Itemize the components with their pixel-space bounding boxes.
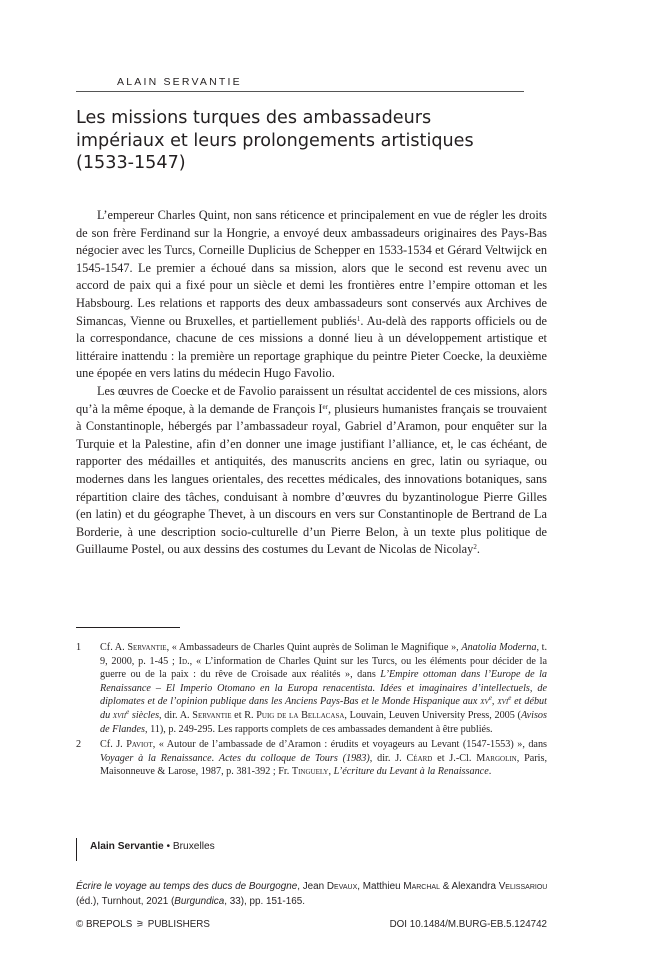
author-name: Paviot [126,739,153,751]
century-numeral: xv [480,696,489,708]
footnote-rule [76,627,180,628]
text-run: , dir. A. [159,709,193,721]
publisher-imprint [76,919,210,930]
text-run: , « Autour de l’ambassade de d’Aramon : érudits et voyageurs au Levant (1547-1553) », dans [152,739,548,751]
book-title: L’écriture du Levant à la Renaissance [333,766,489,778]
brepols-logo-icon: ⚞ [135,919,145,929]
text-run: ., « L’information de Charles Quint sur les Turcs, ou les éléments pour décider de la guerre ou de la paix : du rêve de Croisade aux réalités », dans [100,655,547,681]
text-run: Cf. J. [100,739,127,751]
superscript: e [126,707,130,716]
text-run: , Jean [297,881,327,892]
footnote-1 [76,641,547,736]
text-run: . [476,542,480,557]
title-line: (1533-1547) [76,153,186,173]
title-line: impériaux et leurs prolongements artistiques [76,130,474,151]
text-run: et début du [100,696,547,721]
paragraph-2 [76,383,547,559]
century-numeral: xvii [112,709,127,721]
footnote-number: 1 [76,642,82,653]
body-text [76,207,547,559]
text-run: , 11), p. 249-295. Les rapports complets de ces ambassades demandent à être publiés. [144,723,493,735]
text-run: , t. 9, 2000, p. 1-45 ; [100,642,548,667]
text-run: siècles [129,709,160,721]
book-citation [76,880,551,909]
author-name: Servantie [127,642,167,653]
series-title: Burgundica [174,895,225,907]
footnote-ref-2[interactable]: 2 [473,543,477,552]
text-run: . Au-delà des rapports officiels ou de la correspondance, chacune de ces missions a donné lieu à un développement artistique et littéraire inattendu : la première un reportage graphique du peintre Pieter Coecke, la deuxième une épopée en vers latins du médecin Hugo Favolio. [76,313,547,381]
header-rule [76,91,524,92]
doi-link[interactable]: DOI 10.1484/M.BURG-EB.5.124742 [389,919,547,930]
century-numeral: xvi [497,696,509,708]
text-run: et J.-Cl. [432,752,477,764]
author-name: Alain Servantie [90,841,164,852]
footnotes [76,641,547,781]
editor-name: Devaux [326,881,358,892]
book-title: Écrire le voyage au temps des ducs de Bourgogne [76,881,298,892]
affiliation-bar [76,838,77,861]
text-run: , plusieurs humanistes français se trouvaient à Constantinople, hébergés par l’ambassadeur royal, Gabriel d’Aramon, pour enquêter sur la Turquie et la Palestine, afin d’en donner une image justifiant l’alliance, et, le cas échéant, de rapporter des médailles et antiquités, des manuscrits anciens en grec, latin ou syriaque, ou modernes dans les langues orientales, des recettes médicales, des innovations botaniques, sans répartition claire des tâches, conduisant à nombre d’œuvres du byzantinologue Pierre Gilles (en latin) et du géographe Thevet, à un discours en vers sur Constantinople de Bertrand de La Borderie, à une description socio-culturelle d’un Pierre Belon, à un texte plus politique de Guillaume Postel, ou aux dessins des costumes du Levant de Nicolas de Nicolay [76,401,547,557]
text-run: , Louvain, Leuven University Press, 2005 ( [344,709,521,721]
text-run: Cf. A. [100,642,128,653]
text-run: . [488,766,492,778]
author-name: Servantie [192,709,232,721]
author-name: Tinguely [291,766,329,778]
superscript: e [508,694,512,703]
footnote-2 [76,738,547,779]
editor-name: Marchal [403,881,440,892]
text-run: , « Ambassadeurs de Charles Quint auprès de Soliman le Magnifique », [166,642,462,653]
text-run: Les œuvres de Coecke et de Favolio paraissent un résultat accidentel de ces missions, alors qu’à la même époque, à la demande de François I [76,383,547,416]
superscript: e [488,694,492,703]
text-run: & Alexandra [439,881,499,892]
author-name: Margolin [476,752,517,764]
text-run: , [328,766,334,778]
footnote-number: 2 [76,739,82,751]
text-run: , [491,696,498,708]
series-title: Avisos de Flandes [100,709,547,735]
text-run: et R. [231,709,257,721]
copyright-text: © BREPOLS [76,919,133,930]
footnote-ref-1[interactable]: 1 [356,314,361,323]
article-title [76,107,546,175]
bullet-separator: • [163,841,173,852]
author-affiliation [90,841,215,852]
superscript-er: er [322,402,328,411]
title-line: Les missions turques des ambassadeurs [76,108,432,128]
text-run: (éd.), Turnhout, 2021 ( [76,895,175,907]
paragraph-1 [76,207,547,383]
journal-title: Anatolia Moderna [461,642,537,653]
text-run: , 33), pp. 151-165. [224,895,305,907]
book-title: L’Empire ottoman dans l’Europe de la Renaissance – El Imperio Otomano en la Europa renacentista. Idées et imaginaires d’intellectuels, de diplomates et de l’opinion publique dans les Anciens Pays-Bas et le Monde Hispanique aux [100,669,547,708]
text-run: , Paris, Maisonneuve & Larose, 1987, p. 381-392 ; Fr. [100,752,548,778]
author-name: Céard [406,752,433,764]
author-name: Puig de la Bellacasa [256,709,345,721]
running-head: ALAIN SERVANTIE [117,76,242,88]
editor-name: Velissariou [498,881,548,892]
publishers-text: PUBLISHERS [147,919,210,930]
book-title: Voyager à la Renaissance. Actes du colloque de Tours (1983) [100,752,370,764]
text-run: L’empereur Charles Quint, non sans réticence et principalement en vue de régler les droits de son frère Ferdinand sur la Hongrie, a envoyé deux ambassadeurs originaires des Pays-Bas négocier avec les Turcs, Corneille Duplicius de Schepper en 1533-1534 et Gérard Veltwijck en 1545-1547. Le premier a échoué dans sa mission, alors que le second est revenu avec un accord de paix qui a fixé pour un siècle et demi les frontières entre l’empire ottoman et les Habsbourg. Les relations et rapports des deux ambassadeurs sont conservés aux Archives de Simancas, Vienne ou Bruxelles, et partiellement publiés [76,208,547,328]
text-run: , Matthieu [357,881,404,892]
author-name: Id [178,655,188,667]
text-run: , dir. J. [369,752,407,764]
affiliation-place: Bruxelles [172,841,215,852]
